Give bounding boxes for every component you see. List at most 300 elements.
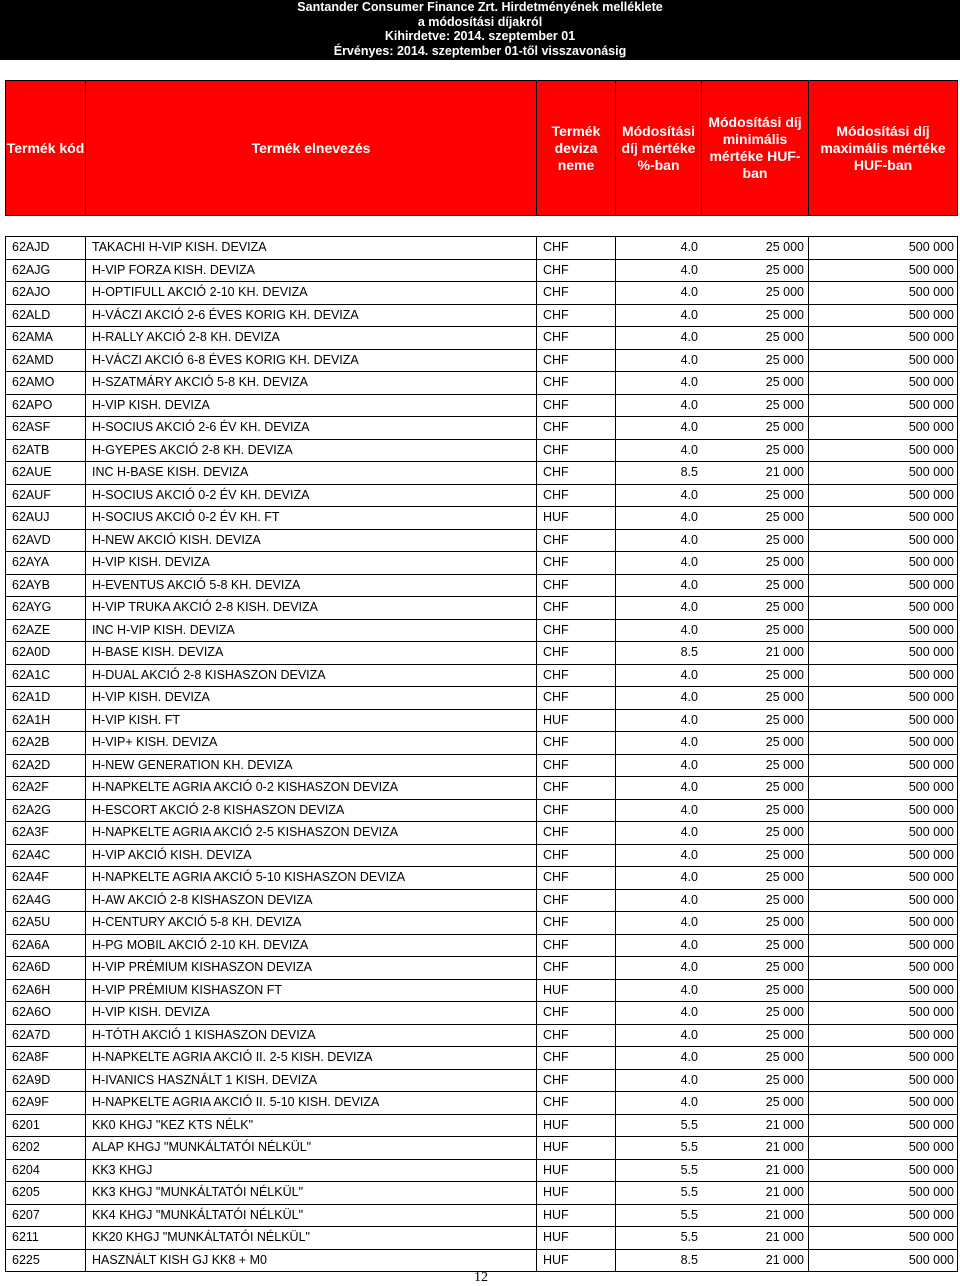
cell-fee-max: 500 000 — [908, 712, 954, 727]
cell-product-name: KK4 KHGJ "MUNKÁLTATÓI NÉLKÜL" — [86, 1205, 537, 1227]
cell-product-code: 62AMA — [6, 327, 86, 349]
fee-table — [5, 236, 958, 1272]
table-row — [6, 305, 957, 328]
cell-fee-percent: 4.0 — [680, 397, 698, 412]
cell-fee-min: 25 000 — [702, 620, 809, 642]
cell-currency: CHF — [537, 1002, 616, 1024]
cell-fee-percent: 4.0 — [680, 825, 698, 839]
page-number: 12 — [474, 1270, 488, 1285]
banner-line-1: Santander Consumer Finance Zrt. Hirdetményének melléklete — [297, 0, 663, 14]
cell-currency: CHF — [537, 665, 616, 687]
cell-fee-max: 500 000 — [908, 240, 954, 254]
cell-fee-percent: 4.0 — [680, 622, 698, 637]
cell-product-name: H-VIP KISH. DEVIZA — [86, 1002, 537, 1024]
cell-fee-percent: 4.0 — [680, 847, 698, 862]
cell-fee-percent: 4.0 — [680, 937, 698, 952]
cell-fee-max: 500 000 — [908, 982, 954, 997]
table-row — [6, 575, 957, 598]
table-row — [6, 327, 957, 350]
cell-fee-min: 25 000 — [702, 777, 809, 799]
banner-line-4: Érvényes: 2014. szeptember 01-től visszavonásig — [333, 43, 627, 58]
cell-product-code: 62A9D — [6, 1070, 86, 1092]
cell-fee-percent: 5.5 — [680, 1230, 698, 1244]
cell-fee-min: 25 000 — [702, 732, 809, 754]
cell-fee-percent: 4.0 — [680, 757, 698, 772]
cell-product-code: 62AMO — [6, 372, 86, 394]
cell-fee-min: 25 000 — [702, 327, 809, 349]
cell-product-code: 62A7D — [6, 1025, 86, 1047]
cell-product-code: 62A4C — [6, 845, 86, 867]
cell-fee-max: 500 000 — [908, 1117, 954, 1132]
cell-fee-percent: 4.0 — [680, 1005, 698, 1019]
cell-currency: HUF — [537, 710, 616, 732]
cell-product-name: H-NEW GENERATION KH. DEVIZA — [86, 755, 537, 777]
cell-product-code: 6207 — [6, 1205, 86, 1227]
cell-currency: CHF — [537, 732, 616, 754]
cell-currency: CHF — [537, 440, 616, 462]
table-row — [6, 440, 957, 463]
cell-fee-max: 500 000 — [908, 645, 954, 659]
header-product-code: Termék kód — [6, 81, 86, 215]
cell-currency: CHF — [537, 552, 616, 574]
table-row — [6, 260, 957, 283]
cell-fee-percent: 8.5 — [680, 465, 698, 479]
cell-fee-min: 25 000 — [702, 260, 809, 282]
cell-fee-max: 500 000 — [908, 307, 954, 322]
cell-fee-min: 25 000 — [702, 957, 809, 979]
table-row — [6, 1137, 957, 1160]
cell-fee-min: 21 000 — [702, 1205, 809, 1227]
cell-fee-min: 25 000 — [702, 800, 809, 822]
cell-product-code: 62AUF — [6, 485, 86, 507]
cell-fee-min: 25 000 — [702, 890, 809, 912]
cell-currency: CHF — [537, 642, 616, 664]
cell-product-code: 6225 — [6, 1250, 86, 1272]
cell-fee-min: 21 000 — [702, 462, 809, 484]
table-row — [6, 620, 957, 643]
cell-product-code: 62A1D — [6, 687, 86, 709]
cell-product-code: 62A3F — [6, 822, 86, 844]
cell-fee-max: 500 000 — [908, 735, 954, 749]
cell-fee-percent: 4.0 — [680, 532, 698, 547]
cell-currency: CHF — [537, 485, 616, 507]
cell-fee-max: 500 000 — [908, 937, 954, 952]
cell-fee-min: 25 000 — [702, 755, 809, 777]
header-currency: Termék deviza neme — [537, 81, 616, 215]
cell-fee-percent: 4.0 — [680, 1095, 698, 1109]
cell-fee-percent: 4.0 — [680, 577, 698, 592]
cell-currency: CHF — [537, 687, 616, 709]
cell-currency: CHF — [537, 260, 616, 282]
table-row — [6, 1160, 957, 1183]
cell-currency: HUF — [537, 1160, 616, 1182]
cell-fee-min: 21 000 — [702, 642, 809, 664]
cell-fee-max: 500 000 — [908, 667, 954, 682]
cell-product-name: HASZNÁLT KISH GJ KK8 + M0 — [86, 1250, 537, 1272]
cell-fee-min: 25 000 — [702, 1025, 809, 1047]
cell-fee-max: 500 000 — [908, 375, 954, 389]
cell-fee-percent: 4.0 — [680, 735, 698, 749]
cell-currency: CHF — [537, 395, 616, 417]
table-row — [6, 1092, 957, 1115]
cell-fee-percent: 4.0 — [680, 262, 698, 277]
cell-currency: CHF — [537, 867, 616, 889]
cell-fee-min: 25 000 — [702, 980, 809, 1002]
table-row — [6, 597, 957, 620]
cell-product-code: 6205 — [6, 1182, 86, 1204]
cell-fee-min: 25 000 — [702, 507, 809, 529]
cell-product-code: 62AJO — [6, 282, 86, 304]
cell-currency: HUF — [537, 1250, 616, 1272]
cell-product-name: H-RALLY AKCIÓ 2-8 KH. DEVIZA — [86, 327, 537, 349]
cell-currency: HUF — [537, 1227, 616, 1249]
cell-currency: CHF — [537, 350, 616, 372]
cell-fee-min: 25 000 — [702, 710, 809, 732]
cell-product-name: H-DUAL AKCIÓ 2-8 KISHASZON DEVIZA — [86, 665, 537, 687]
cell-product-code: 62AYA — [6, 552, 86, 574]
cell-fee-min: 25 000 — [702, 282, 809, 304]
cell-product-code: 62ALD — [6, 305, 86, 327]
cell-fee-max: 500 000 — [908, 780, 954, 794]
cell-fee-percent: 4.0 — [680, 915, 698, 929]
table-row — [6, 237, 957, 260]
cell-fee-max: 500 000 — [908, 1252, 954, 1267]
cell-fee-min: 25 000 — [702, 485, 809, 507]
cell-currency: HUF — [537, 507, 616, 529]
cell-product-name: H-IVANICS HASZNÁLT 1 KISH. DEVIZA — [86, 1070, 537, 1092]
table-row — [6, 1115, 957, 1138]
cell-fee-min: 25 000 — [702, 597, 809, 619]
cell-fee-max: 500 000 — [908, 802, 954, 817]
cell-product-code: 62AJD — [6, 237, 86, 259]
cell-fee-min: 25 000 — [702, 867, 809, 889]
cell-fee-max: 500 000 — [908, 442, 954, 457]
cell-fee-min: 21 000 — [702, 1250, 809, 1272]
cell-product-name: H-BASE KISH. DEVIZA — [86, 642, 537, 664]
cell-product-code: 62A1C — [6, 665, 86, 687]
cell-product-code: 62A2D — [6, 755, 86, 777]
table-row — [6, 1047, 957, 1070]
cell-fee-percent: 8.5 — [680, 1252, 698, 1267]
cell-product-code: 62A5U — [6, 912, 86, 934]
table-row — [6, 1070, 957, 1093]
cell-fee-max: 500 000 — [908, 847, 954, 862]
table-row — [6, 1182, 957, 1205]
banner-line-3: Kihirdetve: 2014. szeptember 01 — [384, 29, 576, 43]
cell-product-name: H-AW AKCIÓ 2-8 KISHASZON DEVIZA — [86, 890, 537, 912]
cell-product-name: H-NAPKELTE AGRIA AKCIÓ II. 5-10 KISH. DEVIZA — [86, 1092, 537, 1114]
cell-product-code: 6202 — [6, 1137, 86, 1159]
cell-currency: CHF — [537, 417, 616, 439]
cell-product-name: H-VIP KISH. FT — [86, 710, 537, 732]
cell-product-name: H-SOCIUS AKCIÓ 0-2 ÉV KH. FT — [86, 507, 537, 529]
table-row — [6, 867, 957, 890]
cell-fee-percent: 5.5 — [680, 1185, 698, 1199]
cell-product-code: 62A8F — [6, 1047, 86, 1069]
cell-fee-min: 25 000 — [702, 552, 809, 574]
cell-fee-max: 500 000 — [908, 1072, 954, 1087]
table-row — [6, 282, 957, 305]
cell-product-code: 62AUE — [6, 462, 86, 484]
cell-fee-max: 500 000 — [908, 397, 954, 412]
cell-fee-min: 25 000 — [702, 350, 809, 372]
cell-fee-max: 500 000 — [908, 1027, 954, 1042]
cell-fee-max: 500 000 — [908, 915, 954, 929]
cell-currency: HUF — [537, 1205, 616, 1227]
cell-product-code: 62A2F — [6, 777, 86, 799]
cell-fee-max: 500 000 — [908, 510, 954, 524]
cell-fee-min: 25 000 — [702, 395, 809, 417]
cell-fee-percent: 4.0 — [680, 330, 698, 344]
table-row — [6, 980, 957, 1003]
document-banner — [0, 0, 960, 60]
cell-fee-percent: 4.0 — [680, 892, 698, 907]
table-row — [6, 1002, 957, 1025]
cell-fee-percent: 4.0 — [680, 712, 698, 727]
cell-product-name: KK20 KHGJ "MUNKÁLTATÓI NÉLKÜL" — [86, 1227, 537, 1249]
cell-product-name: H-ESCORT AKCIÓ 2-8 KISHASZON DEVIZA — [86, 800, 537, 822]
cell-fee-percent: 4.0 — [680, 420, 698, 434]
cell-product-code: 62ATB — [6, 440, 86, 462]
cell-product-name: H-VÁCZI AKCIÓ 2-6 ÉVES KORIG KH. DEVIZA — [86, 305, 537, 327]
cell-product-name: KK3 KHGJ — [86, 1160, 537, 1182]
cell-fee-min: 25 000 — [702, 440, 809, 462]
cell-product-code: 62AJG — [6, 260, 86, 282]
cell-product-code: 62A6D — [6, 957, 86, 979]
cell-product-name: TAKACHI H-VIP KISH. DEVIZA — [86, 237, 537, 259]
cell-fee-min: 25 000 — [702, 237, 809, 259]
header-fee-max: Módosítási díj maximális mértéke HUF-ban — [820, 122, 946, 173]
cell-product-name: ALAP KHGJ "MUNKÁLTATÓI NÉLKÜL" — [86, 1137, 537, 1159]
cell-product-code: 62A9F — [6, 1092, 86, 1114]
cell-fee-percent: 4.0 — [680, 1072, 698, 1087]
cell-fee-min: 25 000 — [702, 1002, 809, 1024]
cell-currency: HUF — [537, 1115, 616, 1137]
cell-fee-min: 25 000 — [702, 935, 809, 957]
cell-fee-percent: 4.0 — [680, 1050, 698, 1064]
cell-product-name: H-VIP FORZA KISH. DEVIZA — [86, 260, 537, 282]
table-row — [6, 912, 957, 935]
cell-product-code: 62AYB — [6, 575, 86, 597]
cell-fee-max: 500 000 — [908, 555, 954, 569]
cell-fee-percent: 4.0 — [680, 510, 698, 524]
cell-product-name: H-PG MOBIL AKCIÓ 2-10 KH. DEVIZA — [86, 935, 537, 957]
cell-fee-min: 25 000 — [702, 417, 809, 439]
cell-fee-min: 25 000 — [702, 687, 809, 709]
cell-product-name: KK3 KHGJ "MUNKÁLTATÓI NÉLKÜL" — [86, 1182, 537, 1204]
table-header — [5, 80, 958, 216]
cell-product-name: H-VIP KISH. DEVIZA — [86, 395, 537, 417]
banner-line-2: a módosítási díjakról — [417, 14, 543, 29]
cell-currency: CHF — [537, 890, 616, 912]
cell-product-name: H-CENTURY AKCIÓ 5-8 KH. DEVIZA — [86, 912, 537, 934]
cell-fee-max: 500 000 — [908, 1185, 954, 1199]
cell-product-name: H-VIP TRUKA AKCIÓ 2-8 KISH. DEVIZA — [86, 597, 537, 619]
table-row — [6, 395, 957, 418]
cell-product-name: H-GYEPES AKCIÓ 2-8 KH. DEVIZA — [86, 440, 537, 462]
cell-currency: CHF — [537, 282, 616, 304]
cell-fee-max: 500 000 — [908, 1005, 954, 1019]
cell-product-name: INC H-BASE KISH. DEVIZA — [86, 462, 537, 484]
table-row — [6, 665, 957, 688]
cell-product-name: INC H-VIP KISH. DEVIZA — [86, 620, 537, 642]
cell-product-code: 6204 — [6, 1160, 86, 1182]
cell-currency: CHF — [537, 597, 616, 619]
table-row — [6, 710, 957, 733]
table-row — [6, 732, 957, 755]
cell-fee-min: 21 000 — [702, 1160, 809, 1182]
table-row — [6, 462, 957, 485]
cell-product-name: H-NAPKELTE AGRIA AKCIÓ 0-2 KISHASZON DEVIZA — [86, 777, 537, 799]
cell-currency: CHF — [537, 800, 616, 822]
cell-currency: HUF — [537, 1182, 616, 1204]
cell-fee-percent: 4.0 — [680, 1027, 698, 1042]
table-row — [6, 1205, 957, 1228]
cell-fee-min: 25 000 — [702, 530, 809, 552]
cell-product-name: H-VIP AKCIÓ KISH. DEVIZA — [86, 845, 537, 867]
cell-fee-min: 25 000 — [702, 372, 809, 394]
cell-product-name: H-NAPKELTE AGRIA AKCIÓ 5-10 KISHASZON DEVIZA — [86, 867, 537, 889]
cell-fee-percent: 4.0 — [680, 960, 698, 974]
cell-product-name: H-VIP KISH. DEVIZA — [86, 552, 537, 574]
cell-fee-max: 500 000 — [908, 1140, 954, 1154]
cell-product-name: H-VÁCZI AKCIÓ 6-8 ÉVES KORIG KH. DEVIZA — [86, 350, 537, 372]
cell-currency: CHF — [537, 935, 616, 957]
cell-product-code: 62AZE — [6, 620, 86, 642]
table-row — [6, 372, 957, 395]
cell-product-name: H-VIP PRÉMIUM KISHASZON FT — [86, 980, 537, 1002]
cell-fee-percent: 4.0 — [680, 375, 698, 389]
cell-fee-percent: 4.0 — [680, 870, 698, 884]
cell-currency: CHF — [537, 822, 616, 844]
table-row — [6, 687, 957, 710]
cell-currency: CHF — [537, 845, 616, 867]
cell-fee-max: 500 000 — [908, 1162, 954, 1177]
cell-product-code: 62AYG — [6, 597, 86, 619]
cell-fee-max: 500 000 — [908, 532, 954, 547]
cell-product-name: H-SZATMÁRY AKCIÓ 5-8 KH. DEVIZA — [86, 372, 537, 394]
table-row — [6, 1227, 957, 1250]
cell-product-code: 62A6A — [6, 935, 86, 957]
cell-fee-min: 25 000 — [702, 575, 809, 597]
cell-fee-max: 500 000 — [908, 487, 954, 502]
table-row — [6, 777, 957, 800]
cell-fee-percent: 4.0 — [680, 982, 698, 997]
cell-product-name: H-NEW AKCIÓ KISH. DEVIZA — [86, 530, 537, 552]
table-row — [6, 890, 957, 913]
table-row — [6, 1250, 957, 1273]
cell-product-code: 62AUJ — [6, 507, 86, 529]
cell-fee-percent: 4.0 — [680, 690, 698, 704]
cell-fee-percent: 4.0 — [680, 555, 698, 569]
cell-product-code: 62A4F — [6, 867, 86, 889]
cell-fee-max: 500 000 — [908, 577, 954, 592]
table-row — [6, 552, 957, 575]
cell-currency: CHF — [537, 462, 616, 484]
cell-fee-max: 500 000 — [908, 352, 954, 367]
table-row — [6, 755, 957, 778]
cell-currency: HUF — [537, 1137, 616, 1159]
cell-product-name: H-NAPKELTE AGRIA AKCIÓ II. 2-5 KISH. DEVIZA — [86, 1047, 537, 1069]
cell-fee-percent: 4.0 — [680, 442, 698, 457]
cell-product-code: 62AMD — [6, 350, 86, 372]
cell-product-code: 6201 — [6, 1115, 86, 1137]
table-row — [6, 642, 957, 665]
cell-currency: CHF — [537, 1025, 616, 1047]
cell-fee-min: 25 000 — [702, 912, 809, 934]
cell-fee-max: 500 000 — [908, 600, 954, 614]
cell-currency: CHF — [537, 530, 616, 552]
cell-fee-percent: 8.5 — [680, 645, 698, 659]
cell-fee-percent: 4.0 — [680, 487, 698, 502]
cell-product-name: H-SOCIUS AKCIÓ 0-2 ÉV KH. DEVIZA — [86, 485, 537, 507]
cell-fee-max: 500 000 — [908, 825, 954, 839]
table-row — [6, 507, 957, 530]
cell-currency: CHF — [537, 755, 616, 777]
table-row — [6, 485, 957, 508]
cell-fee-min: 25 000 — [702, 1047, 809, 1069]
cell-fee-max: 500 000 — [908, 330, 954, 344]
cell-currency: CHF — [537, 575, 616, 597]
cell-fee-min: 25 000 — [702, 305, 809, 327]
cell-currency: HUF — [537, 980, 616, 1002]
cell-fee-min: 25 000 — [702, 822, 809, 844]
cell-fee-max: 500 000 — [908, 465, 954, 479]
table-row — [6, 417, 957, 440]
cell-fee-percent: 4.0 — [680, 600, 698, 614]
cell-fee-percent: 4.0 — [680, 285, 698, 299]
cell-fee-min: 21 000 — [702, 1227, 809, 1249]
cell-product-name: H-EVENTUS AKCIÓ 5-8 KH. DEVIZA — [86, 575, 537, 597]
table-row — [6, 935, 957, 958]
cell-currency: CHF — [537, 327, 616, 349]
cell-currency: CHF — [537, 237, 616, 259]
cell-fee-max: 500 000 — [908, 757, 954, 772]
cell-fee-percent: 5.5 — [680, 1140, 698, 1154]
header-product-name: Termék elnevezés — [86, 81, 537, 215]
cell-product-name: H-VIP+ KISH. DEVIZA — [86, 732, 537, 754]
cell-product-code: 62A2G — [6, 800, 86, 822]
cell-product-code: 6211 — [6, 1227, 86, 1249]
table-row — [6, 530, 957, 553]
cell-fee-percent: 5.5 — [680, 1207, 698, 1222]
cell-fee-min: 25 000 — [702, 1092, 809, 1114]
cell-fee-percent: 4.0 — [680, 780, 698, 794]
header-fee-percent: Módosítási díj mértéke %-ban — [616, 81, 702, 215]
cell-product-name: H-VIP KISH. DEVIZA — [86, 687, 537, 709]
cell-product-code: 62A0D — [6, 642, 86, 664]
cell-currency: CHF — [537, 1047, 616, 1069]
cell-currency: CHF — [537, 957, 616, 979]
cell-product-name: H-NAPKELTE AGRIA AKCIÓ 2-5 KISHASZON DEVIZA — [86, 822, 537, 844]
cell-fee-min: 25 000 — [702, 1070, 809, 1092]
cell-product-name: H-VIP PRÉMIUM KISHASZON DEVIZA — [86, 957, 537, 979]
table-row — [6, 845, 957, 868]
cell-currency: CHF — [537, 1092, 616, 1114]
cell-product-name: H-TÓTH AKCIÓ 1 KISHASZON DEVIZA — [86, 1025, 537, 1047]
table-row — [6, 800, 957, 823]
cell-fee-percent: 4.0 — [680, 352, 698, 367]
cell-product-name: H-OPTIFULL AKCIÓ 2-10 KH. DEVIZA — [86, 282, 537, 304]
cell-fee-percent: 5.5 — [680, 1162, 698, 1177]
cell-fee-min: 21 000 — [702, 1137, 809, 1159]
cell-fee-max: 500 000 — [908, 285, 954, 299]
table-row — [6, 822, 957, 845]
cell-product-code: 62A1H — [6, 710, 86, 732]
cell-fee-max: 500 000 — [908, 960, 954, 974]
cell-fee-min: 21 000 — [702, 1115, 809, 1137]
cell-product-code: 62A6O — [6, 1002, 86, 1024]
